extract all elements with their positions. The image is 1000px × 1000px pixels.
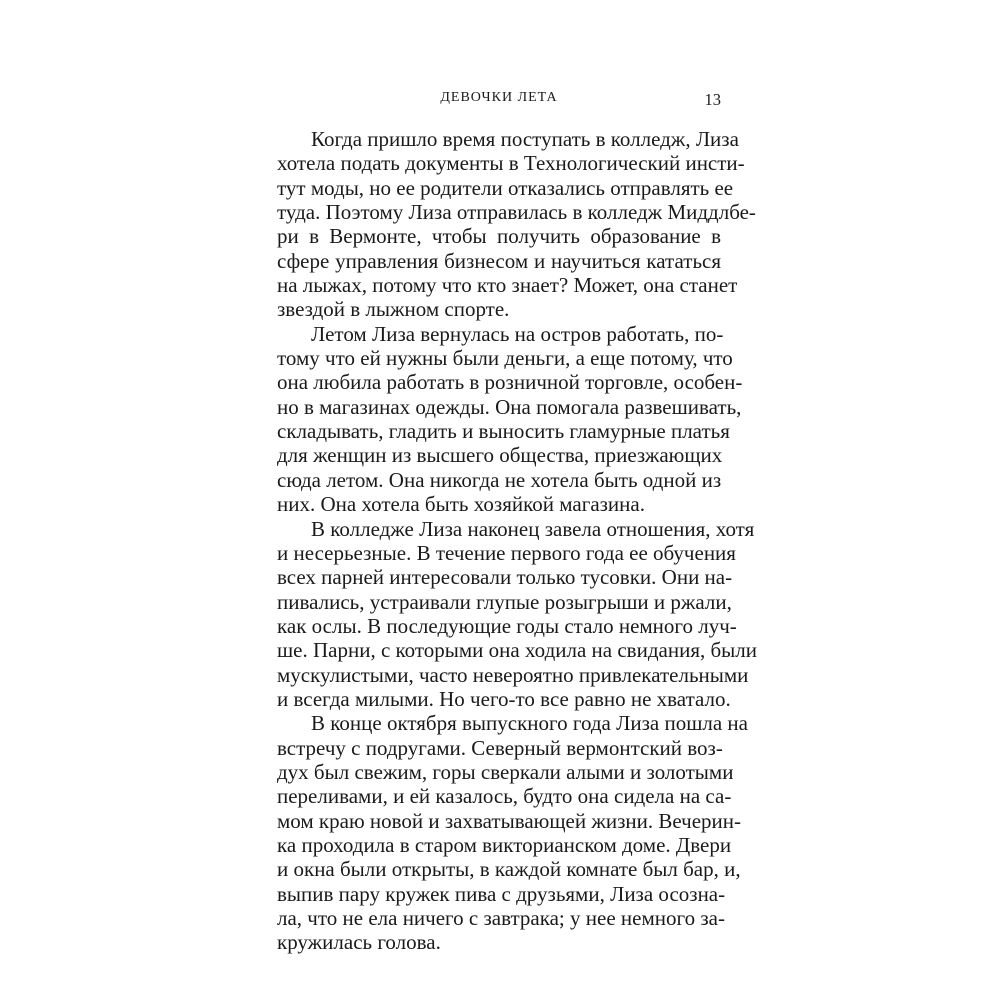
text-line: но в магазинах одежды. Она помогала развешивать, bbox=[277, 394, 742, 419]
text-line: мускулистыми, часто невероятно привлекательными bbox=[277, 662, 749, 687]
text-line: как ослы. В последующие годы стало немного луч- bbox=[277, 613, 737, 638]
text-line: дух был свежим, горы сверкали алыми и золотыми bbox=[277, 759, 734, 784]
text-line: Летом Лиза вернулась на остров работать, по- bbox=[311, 321, 724, 346]
text-line: и всегда милыми. Но чего-то все равно не хватало. bbox=[277, 686, 731, 711]
text-line: и несерьезные. В течение первого года ее обучения bbox=[277, 540, 736, 565]
text-line: переливами, и ей казалось, будто она сидела на са- bbox=[277, 784, 732, 809]
body-text bbox=[277, 127, 757, 955]
text-line: складывать, гладить и выносить гламурные платья bbox=[277, 419, 730, 444]
text-line: них. Она хотела быть хозяйкой магазина. bbox=[277, 492, 645, 517]
page-number: 13 bbox=[704, 90, 721, 109]
text-line: В колледже Лиза наконец завела отношения, хотя bbox=[311, 516, 755, 541]
text-line: ше. Парни, с которыми она ходила на свидания, были bbox=[277, 638, 757, 663]
text-line: встречу с подругами. Северный вермонтский воз- bbox=[277, 735, 723, 760]
text-line: сюда летом. Она никогда не хотела быть одной из bbox=[277, 467, 722, 492]
running-header bbox=[277, 90, 721, 112]
text-line: В конце октября выпускного года Лиза пошла на bbox=[311, 711, 748, 736]
text-line: всех парней интересовали только тусовки. Они на- bbox=[277, 565, 733, 590]
text-line: и окна были открыты, в каждой комнате был бар, и, bbox=[277, 857, 741, 882]
text-line: она любила работать в розничной торговле, особен- bbox=[277, 370, 743, 395]
text-line: тут моды, но ее родители отказались отправлять ее bbox=[277, 175, 734, 200]
text-line: ла, что не ела ничего с завтрака; у нее немного за- bbox=[277, 906, 725, 930]
text-line: ри в Вермонте, чтобы получить образование в bbox=[277, 224, 721, 249]
text-line: выпив пару кружек пива с друзьями, Лиза осозна- bbox=[277, 881, 726, 906]
text-line: ка проходила в старом викторианском доме. Двери bbox=[277, 832, 732, 857]
text-line: кружилась голова. bbox=[277, 930, 441, 955]
text-line: звездой в лыжном спорте. bbox=[277, 297, 510, 322]
text-line: на лыжах, потому что кто знает? Может, она станет bbox=[277, 273, 738, 298]
text-line: пивались, устраивали глупые розыгрыши и ржали, bbox=[277, 589, 732, 614]
book-page bbox=[277, 80, 757, 955]
text-line: тому что ей нужны были деньги, а еще потому, что bbox=[277, 346, 733, 371]
text-line: мом краю новой и захватывающей жизни. Вечерин- bbox=[277, 808, 741, 833]
text-line: Когда пришло время поступать в колледж, Лиза bbox=[311, 127, 739, 151]
text-line: сфере управления бизнесом и научиться кататься bbox=[277, 248, 721, 273]
text-line: туда. Поэтому Лиза отправилась в колледж Миддлбе- bbox=[277, 200, 756, 225]
text-line: хотела подать документы в Технологический инсти- bbox=[277, 151, 745, 176]
text-line: для женщин из высшего общества, приезжающих bbox=[277, 443, 723, 468]
running-title: ДЕВОЧКИ ЛЕТА bbox=[440, 90, 558, 105]
